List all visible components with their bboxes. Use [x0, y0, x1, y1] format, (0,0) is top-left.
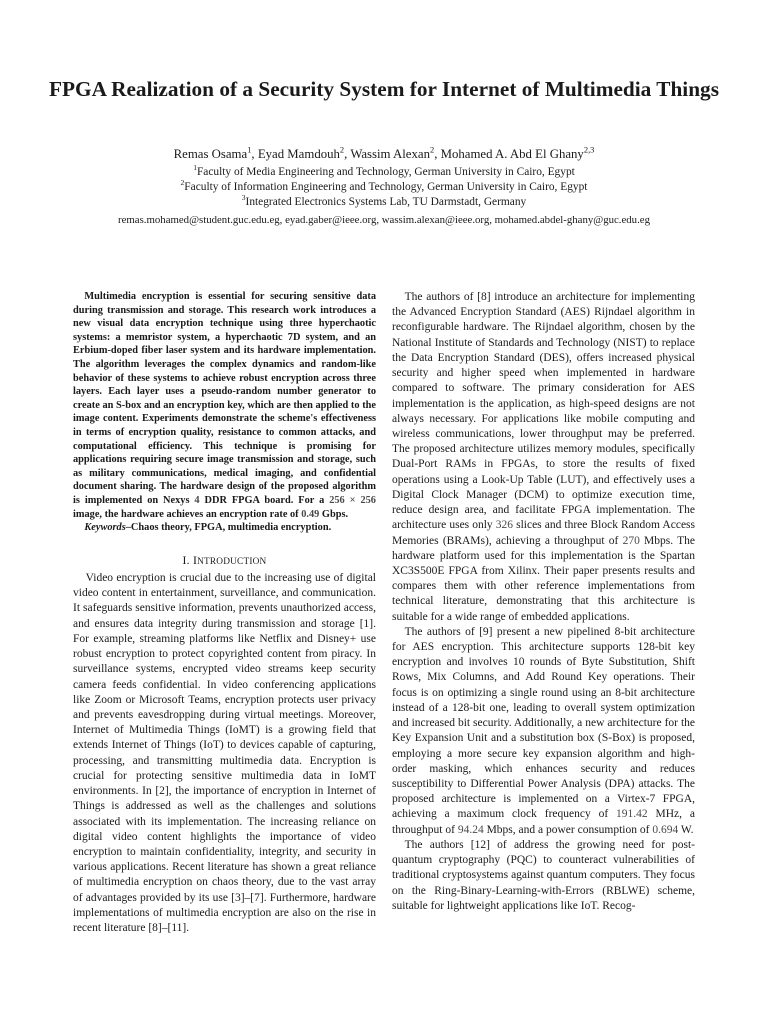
paragraph: The authors of [9] present a new pipelined 8-bit architecture for AES encryption. This architecture supports 128-bit key encryption and involves 10 rounds of Byte Substitution, Shift Rows, Mix Columns, and Add Round Key operations. Their focus is on optimizing a single round using an 8-bit architecture instead of a 128-bit one, leading to overall system optimization and increased bit security. Additionally, a new architecture for the Key Expansion Unit and a substitution box (S-Box) is proposed, employing a more secure key expansion algorithm and high-order masking, which enhances security and reduces susceptibility to Differential Power Analysis (DPA) attacks. The proposed architecture is implemented on a Virtex-7 FPGA, achieving a maximum clock frequency of 191.42 MHz, a throughput of 94.24 Mbps, and a power consumption of 0.694 W.: [392, 625, 695, 836]
author-affiliation-mark: 2: [429, 144, 435, 155]
affiliation-1: $^1$Faculty of Media Engineering and Technology, German University in Cairo, Egypt: [193, 163, 575, 178]
section-heading-introduction: I. INTRODUCTION: [182, 553, 267, 567]
keywords: Keywords–Chaos theory, FPGA, multimedia encryption.: [84, 522, 332, 534]
author-affiliation-mark: 1: [247, 144, 252, 155]
right-column: [392, 290, 695, 914]
author-name: Remas Osama: [173, 147, 248, 161]
abstract-text: Multimedia encryption is essential for securing sensitive data during transmission and storage. This research work introduces a new visual data encryption technique using three hyperchaotic systems: a memristor system, a hyperchaotic 7D system, and an Erbium-doped fiber laser system and its hardware implementation. The algorithm leverages the complex dynamics and random-like behavior of these systems to achieve robust encryption across three layers. Each layer uses a pseudo-random number generator to create an S-box and an encryption key, which are then applied to the image content. Experiments demonstrate the scheme's effectiveness in terms of encryption quality, resistance to common attacks, and computational efficiency. This technique is promising for applications requiring secure image transmission and storage, such as military communications, medical imaging, and confidential document sharing. The hardware design of the proposed algorithm is implemented on Nexys 4 DDR FPGA board. For a 256 × 256 image, the hardware achieves an encryption rate of 0.49 Gbps.: [73, 291, 376, 520]
author-affiliation-mark: 2: [339, 144, 345, 155]
introduction-body: [73, 571, 376, 936]
author-name: Wassim Alexan: [350, 147, 430, 161]
author-name: Mohamed A. Abd El Ghany: [440, 147, 584, 161]
author-name: Eyad Mamdouh: [257, 147, 340, 161]
author-affiliation-mark: 2,3: [583, 144, 595, 155]
affiliation-2: $^2$Faculty of Information Engineering and Technology, German University in Cairo, Egypt: [180, 178, 588, 193]
paragraph: The authors [12] of address the growing need for post-quantum cryptography (PQC) to counteract vulnerabilities of traditional cryptosystems against quantum computers. They focus on the Ring-Binary-Learning-with-Errors (RBLWE) scheme, suitable for lightweight applications like IoT. Recog-: [392, 838, 695, 912]
author-list: Remas Osama$^1$, Eyad Mamdouh$^2$, Wassim Alexan$^2$, Mohamed A. Abd El Ghany$^{2,3}$: [173, 144, 595, 161]
paragraph: The authors of [8] introduce an architecture for implementing the Advanced Encryption Standard (AES) Rijndael algorithm in reconfigurable hardware. The Rijndael algorithm, chosen by the National Institute of Standards and Technology (NIST) to replace the Data Encryption Standard (DES), offers increased physical security and higher speed when implemented in hardware compared to software. The primary consideration for AES implementation is the application, as high-speed designs are not always necessary. For applications like mobile computing and wireless communications, lower throughput may be preferred. The proposed architecture utilizes memory modules, specifically Dual-Port RAMs in FPGAs, to store the results of fixed operations using a Look-Up Table (LUT), and effectively uses a Digital Clock Manager (DCM) to optimize execution time, reduce design area, and facilitate FPGA implementation. The architecture uses only 326 slices and three Block Random Access Memories (BRAMs), achieving a throughput of 270 Mbps. The hardware platform used for this implementation is the Spartan XC3S500E FPGA from Xilinx. Their paper presents results and compares them with other reference implementations from technical literature, demonstrating that this architecture is suitable for a wide range of embedded applications.: [392, 291, 696, 623]
affiliation-3: $^3$Integrated Electronics Systems Lab, TU Darmstadt, Germany: [241, 193, 527, 208]
abstract: [73, 290, 376, 535]
keywords-label: Keywords: [84, 522, 126, 534]
author-emails: remas.mohamed@student.guc.edu.eg, eyad.gaber@ieee.org, wassim.alexan@ieee.org, mohamed.abdel-ghany@guc.edu.eg: [118, 214, 650, 226]
paper-title: FPGA Realization of a Security System for Internet of Multimedia Things: [48, 77, 719, 101]
paragraph: Video encryption is crucial due to the increasing use of digital video content in entertainment, surveillance, and communication. It safeguards sensitive information, prevents unauthorized access, and ensures data integrity during transmission and storage [1]. For example, streaming platforms like Netflix and Disney+ use robust encryption to protect copyrighted content from piracy. In surveillance systems, encrypted video streams keep security camera feeds confidential. In video conferencing applications like Zoom or Microsoft Teams, encryption protects user privacy and prevents eavesdropping during virtual meetings. Moreover, Internet of Multimedia Things (IoMT) is a growing field that extends Internet of Things (IoT) to devices capable of capturing, processing, and transmitting multimedia data. Encryption is crucial for protecting sensitive multimedia data in IoMT environments. In [2], the importance of encryption in Internet of Things is addressed as well as the challenges and solutions associated with its implementation. The increasing reliance on digital video content highlights the importance of video encryption to maintain confidentiality, integrity, and security in various applications. Recent literature has shown a great reliance of multimedia encryption on chaos theory, due to the vast array of advantages provided by its use [3]–[7]. Furthermore, hardware implementations of multimedia encryption are also on the rise in recent literature [8]–[11].: [73, 572, 376, 935]
